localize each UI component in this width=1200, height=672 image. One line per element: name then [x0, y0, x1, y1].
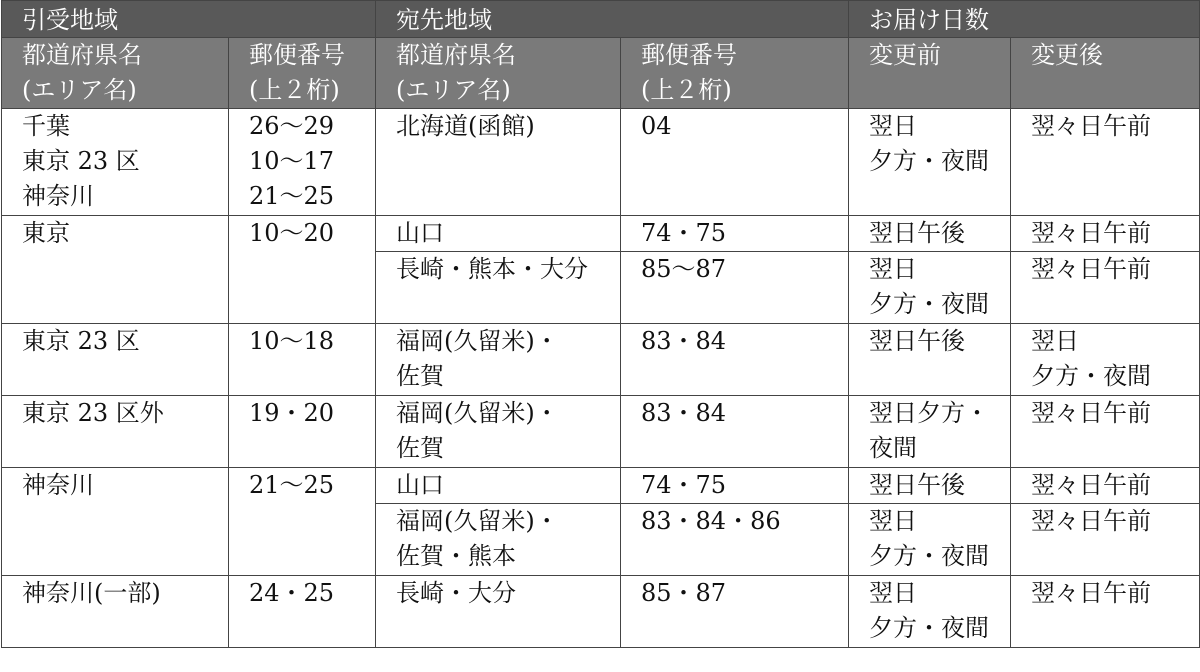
origin-prefecture-cell: 東京 23 区外	[2, 396, 229, 468]
before-change-cell: 翌日午後	[849, 468, 1011, 504]
before-change-cell: 翌日午後	[849, 324, 1011, 396]
after-change-cell: 翌々日午前	[1011, 396, 1200, 468]
destination-zip-cell: 83・84	[621, 396, 849, 468]
after-change-cell: 翌日 夕方・夜間	[1011, 324, 1200, 396]
table-row	[2, 109, 1200, 216]
destination-prefecture-cell: 福岡(久留米)・ 佐賀・熊本	[376, 504, 621, 576]
origin-zip-cell: 19・20	[229, 396, 376, 468]
table-row	[2, 396, 1200, 468]
after-change-header: 変更後	[1011, 38, 1200, 109]
destination-zip-cell: 83・84・86	[621, 504, 849, 576]
after-change-cell: 翌々日午前	[1011, 216, 1200, 252]
destination-prefecture-cell: 長崎・大分	[376, 576, 621, 648]
after-change-cell: 翌々日午前	[1011, 109, 1200, 216]
destination-zip-header: 郵便番号 (上２桁)	[621, 38, 849, 109]
header-group-row	[2, 1, 1200, 38]
after-change-cell: 翌々日午前	[1011, 252, 1200, 324]
destination-zip-cell: 85・87	[621, 576, 849, 648]
destination-prefecture-cell: 山口	[376, 216, 621, 252]
table-row	[2, 324, 1200, 396]
origin-zip-header: 郵便番号 (上２桁)	[229, 38, 376, 109]
origin-prefecture-cell: 神奈川	[2, 468, 229, 576]
origin-prefecture-cell: 千葉 東京 23 区 神奈川	[2, 109, 229, 216]
destination-zip-cell: 85～87	[621, 252, 849, 324]
destination-prefecture-cell: 福岡(久留米)・ 佐賀	[376, 396, 621, 468]
header-column-row	[2, 38, 1200, 109]
destination-prefecture-cell: 福岡(久留米)・ 佐賀	[376, 324, 621, 396]
after-change-cell: 翌々日午前	[1011, 504, 1200, 576]
after-change-cell: 翌々日午前	[1011, 468, 1200, 504]
origin-zip-cell: 10～18	[229, 324, 376, 396]
origin-prefecture-cell: 東京	[2, 216, 229, 324]
origin-prefecture-header: 都道府県名 (エリア名)	[2, 38, 229, 109]
delivery-days-table	[1, 0, 1200, 648]
delivery-days-header: お届け日数	[849, 1, 1200, 38]
before-change-cell: 翌日 夕方・夜間	[849, 576, 1011, 648]
table-row	[2, 216, 1200, 252]
origin-zip-cell: 26～29 10～17 21～25	[229, 109, 376, 216]
origin-zip-cell: 10～20	[229, 216, 376, 324]
origin-prefecture-cell: 神奈川(一部)	[2, 576, 229, 648]
after-change-cell: 翌々日午前	[1011, 576, 1200, 648]
before-change-cell: 翌日午後	[849, 216, 1011, 252]
before-change-cell: 翌日 夕方・夜間	[849, 109, 1011, 216]
table-row	[2, 468, 1200, 504]
destination-prefecture-cell: 北海道(函館)	[376, 109, 621, 216]
before-change-cell: 翌日 夕方・夜間	[849, 504, 1011, 576]
destination-zip-cell: 83・84	[621, 324, 849, 396]
destination-zip-cell: 04	[621, 109, 849, 216]
destination-zip-cell: 74・75	[621, 468, 849, 504]
before-change-cell: 翌日 夕方・夜間	[849, 252, 1011, 324]
destination-region-header: 宛先地域	[376, 1, 849, 38]
destination-prefecture-cell: 山口	[376, 468, 621, 504]
origin-zip-cell: 21～25	[229, 468, 376, 576]
destination-prefecture-cell: 長崎・熊本・大分	[376, 252, 621, 324]
origin-prefecture-cell: 東京 23 区	[2, 324, 229, 396]
before-change-header: 変更前	[849, 38, 1011, 109]
table-row	[2, 576, 1200, 648]
before-change-cell: 翌日夕方・ 夜間	[849, 396, 1011, 468]
origin-region-header: 引受地域	[2, 1, 376, 38]
destination-prefecture-header: 都道府県名 (エリア名)	[376, 38, 621, 109]
destination-zip-cell: 74・75	[621, 216, 849, 252]
origin-zip-cell: 24・25	[229, 576, 376, 648]
